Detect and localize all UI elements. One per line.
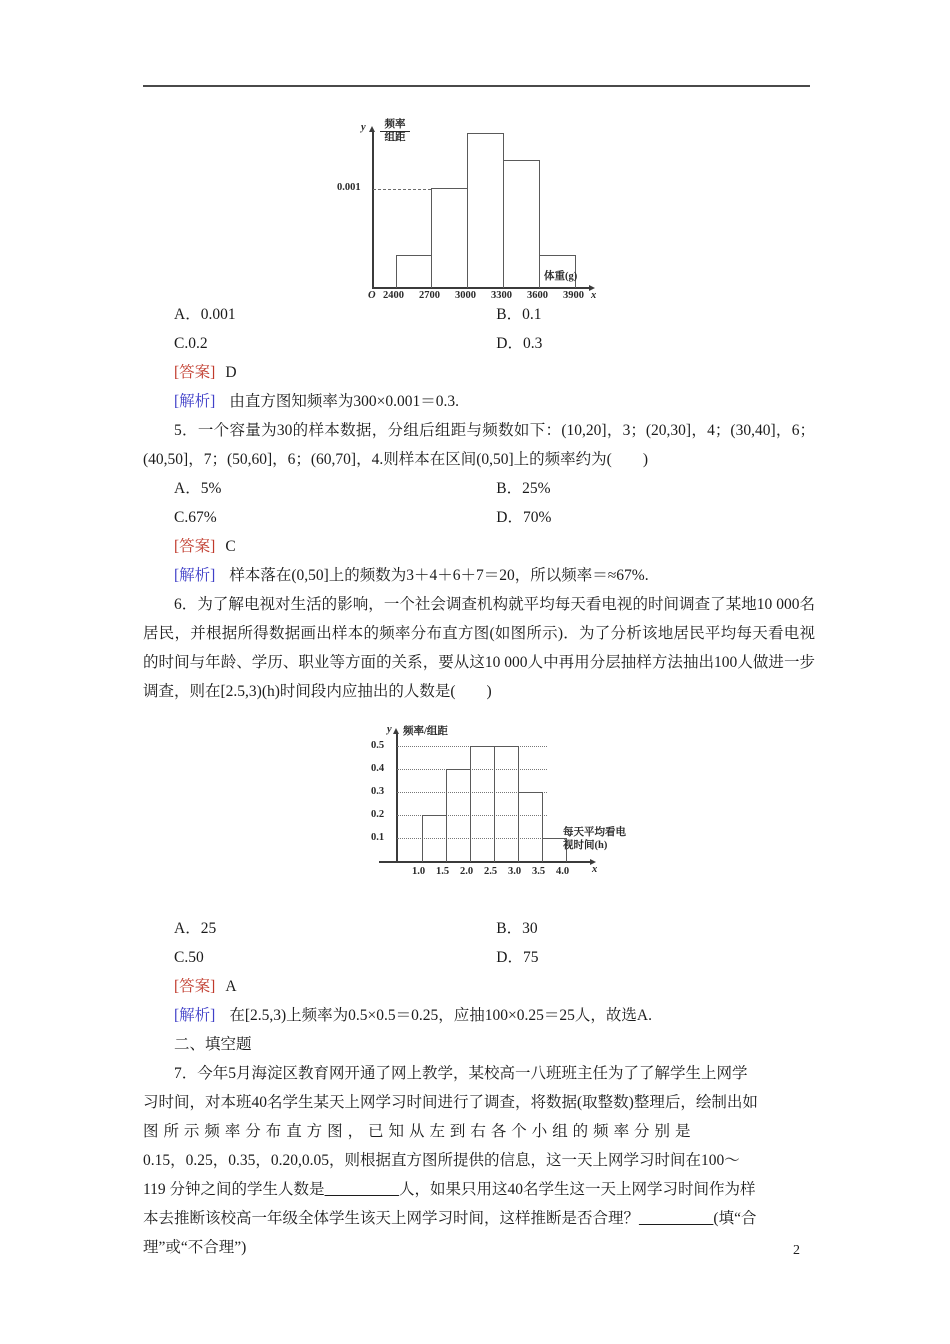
- figure1-bar-3000-3300: [467, 133, 504, 288]
- figure2-xtick-2.5: 2.5: [484, 866, 498, 877]
- page-content: [143, 110, 815, 1262]
- q5-option-c[interactable]: C.67%: [174, 509, 217, 526]
- figure1-reference-value-label: 0.001: [337, 182, 361, 193]
- figure2-bar-2.5-3.0: [494, 746, 519, 862]
- q4-explanation-tag: [解析]: [174, 393, 216, 410]
- q7-line6-before-blank: 本去推断该校高一年级全体学生该天上网学习时间，这样推断是否合理？: [143, 1210, 640, 1227]
- figure2-y-axis-label: 频率/组距: [403, 726, 448, 737]
- figure2-ytick-0.1: 0.1: [371, 832, 385, 843]
- q6-explanation-row: [143, 1001, 815, 1030]
- page-header-rule: [143, 85, 810, 87]
- q4-answer-tag: [答案]: [174, 364, 216, 381]
- figure1-y-label-denominator: 组距: [384, 132, 406, 143]
- q6-options-row-1: [143, 914, 815, 943]
- q4-answer-value: D: [225, 364, 237, 381]
- q5-explanation-text: 样本落在(0,50]上的频数为3＋4＋6＋7＝20，所以频率＝≈67%.: [229, 567, 649, 584]
- figure1-origin-label: O: [368, 290, 376, 301]
- q5-explanation-row: [143, 561, 815, 590]
- q5-option-d[interactable]: D．70%: [496, 509, 552, 526]
- q4-options-row-2: [143, 329, 815, 358]
- figure1-bar-2400-2700: [396, 255, 432, 288]
- q7-line-2: 习时间，对本班40名学生某天上网学习时间进行了调查，将数据(取整数)整理后，绘制出如: [143, 1094, 758, 1111]
- q7-line5-before-blank: 119 分钟之间的学生人数是: [143, 1181, 325, 1198]
- figure1-y-axis-arrow: [369, 126, 375, 132]
- figure2-bar-2.0-2.5: [470, 746, 495, 862]
- page-number: 2: [793, 1243, 800, 1258]
- figure2-ytick-0.2: 0.2: [371, 809, 385, 820]
- q4-explanation-text: 由直方图知频率为300×0.001＝0.3.: [229, 393, 459, 410]
- q6-option-a[interactable]: A．25: [174, 920, 217, 937]
- q5-answer-row: [143, 532, 815, 561]
- q6-stem: 6．为了解电视对生活的影响，一个社会调查机构就平均每天看电视的时间调查了某地10 000名居民，并根据所得数据画出样本的频率分布直方图(如图所示)．为了分析该地居民平均每天看电视的时间与年龄、学历、职业等方面的关系，要从这10 000人中再用分层抽样方法抽出100人做进一步调查，则在[2.5,3)(h)时间段内应抽出的人数是( ): [143, 596, 815, 700]
- figure2-x-label-line1: 每天平均看电: [563, 827, 626, 838]
- figure1-y-label-numerator: 频率: [384, 119, 406, 130]
- q5-option-b[interactable]: B．25%: [496, 480, 551, 497]
- figure2-xtick-3.0: 3.0: [508, 866, 522, 877]
- figure2-ytick-0.3: 0.3: [371, 786, 385, 797]
- figure1-y-axis: [372, 132, 374, 288]
- figure1-x-axis-symbol: x: [591, 290, 597, 301]
- q7-line-5: [143, 1175, 815, 1204]
- q7-line-7: 理”或“不合理”): [143, 1239, 247, 1256]
- q4-explanation-row: [143, 387, 815, 416]
- q6-option-c[interactable]: C.50: [174, 949, 204, 966]
- q4-option-a[interactable]: A．0.001: [174, 306, 236, 323]
- q4-options-row-1: [143, 300, 815, 329]
- q7-line5-after-blank: 人，如果只用这40名学生这一天上网学习时间作为样: [398, 1181, 756, 1198]
- figure1-y-axis-symbol: y: [361, 122, 366, 133]
- q7-line-1: 7．今年5月海淀区教育网开通了网上教学，某校高一八班班主任为了了解学生上网学: [174, 1065, 748, 1082]
- q7-line-3: 图所示频率分布直方图，已知从左到右各个小组的频率分别是: [143, 1123, 696, 1140]
- q7-answer-blank-2[interactable]: ________: [639, 1210, 714, 1227]
- figure2-ytick-0.5: 0.5: [371, 740, 385, 751]
- figure1-xtick-2400: 2400: [383, 290, 404, 301]
- figure1-xtick-3300: 3300: [491, 290, 512, 301]
- q4-option-b[interactable]: B．0.1: [496, 306, 542, 323]
- figure1-reference-dashed-line: [373, 189, 431, 190]
- q7-line-6: [143, 1204, 815, 1233]
- figure1-y-axis-label: [380, 119, 410, 144]
- figure-tv-time-histogram: [349, 716, 649, 906]
- figure2-x-axis-symbol: x: [592, 864, 598, 875]
- q5-options-row-1: [143, 474, 815, 503]
- figure2-xtick-3.5: 3.5: [532, 866, 546, 877]
- figure2-bar-1.0-1.5: [422, 815, 447, 862]
- figure2-bar-1.5-2.0: [446, 769, 471, 862]
- figure1-bar-3300-3600: [503, 160, 540, 288]
- figure2-xtick-2.0: 2.0: [460, 866, 474, 877]
- q5-stem: 5．一个容量为30的样本数据，分组后组距与频数如下：(10,20]，3；(20,30]，4；(30,40]，6；(40,50]，7；(50,60]，6；(60,70]，4.则样本在区间(0,50]上的频率约为( ): [143, 422, 815, 468]
- q6-option-d[interactable]: D．75: [496, 949, 539, 966]
- figure1-x-axis-label: 体重(g): [544, 271, 578, 282]
- figure-weight-histogram: [339, 110, 639, 300]
- q6-explanation-tag: [解析]: [174, 1007, 216, 1024]
- q5-explanation-tag: [解析]: [174, 567, 216, 584]
- q5-option-a[interactable]: A．5%: [174, 480, 222, 497]
- figure2-bar-3.0-3.5: [518, 792, 543, 862]
- figure2-y-axis-symbol: y: [387, 724, 392, 735]
- q7-line-4: 0.15，0.25，0.35，0.20,0.05，则根据直方图所提供的信息，这一天上网学习时间在100～: [143, 1152, 740, 1169]
- figure2-xtick-1.0: 1.0: [412, 866, 426, 877]
- q4-option-d[interactable]: D．0.3: [496, 335, 543, 352]
- figure2-ytick-0.4: 0.4: [371, 763, 385, 774]
- figure1-bar-2700-3000: [431, 188, 468, 288]
- figure2-x-axis-label: [563, 826, 626, 852]
- q7-answer-blank-1[interactable]: ________: [324, 1181, 399, 1198]
- q6-answer-row: [143, 972, 815, 1001]
- q6-explanation-text: 在[2.5,3)上频率为0.5×0.5＝0.25，应抽100×0.25＝25人，故选A.: [229, 1007, 652, 1024]
- figure1-xtick-3000: 3000: [455, 290, 476, 301]
- q4-answer-row: [143, 358, 815, 387]
- q4-option-c[interactable]: C.0.2: [174, 335, 208, 352]
- figure1-xtick-3600: 3600: [527, 290, 548, 301]
- section-2-title: 二、填空题: [174, 1036, 252, 1053]
- q6-options-row-2: [143, 943, 815, 972]
- q6-option-b[interactable]: B．30: [496, 920, 538, 937]
- q7-line6-after-blank: (填“合: [713, 1210, 757, 1227]
- figure2-x-label-line2: 视时间(h): [563, 840, 608, 851]
- figure1-xtick-2700: 2700: [419, 290, 440, 301]
- q5-options-row-2: [143, 503, 815, 532]
- q6-answer-tag: [答案]: [174, 978, 216, 995]
- figure2-xtick-4.0: 4.0: [556, 866, 570, 877]
- q5-answer-tag: [答案]: [174, 538, 216, 555]
- figure1-xtick-3900: 3900: [563, 290, 584, 301]
- figure2-y-axis-arrow: [393, 728, 399, 734]
- figure2-y-axis: [396, 734, 398, 862]
- q5-answer-value: C: [225, 538, 236, 555]
- figure2-xtick-1.5: 1.5: [436, 866, 450, 877]
- q6-answer-value: A: [225, 978, 237, 995]
